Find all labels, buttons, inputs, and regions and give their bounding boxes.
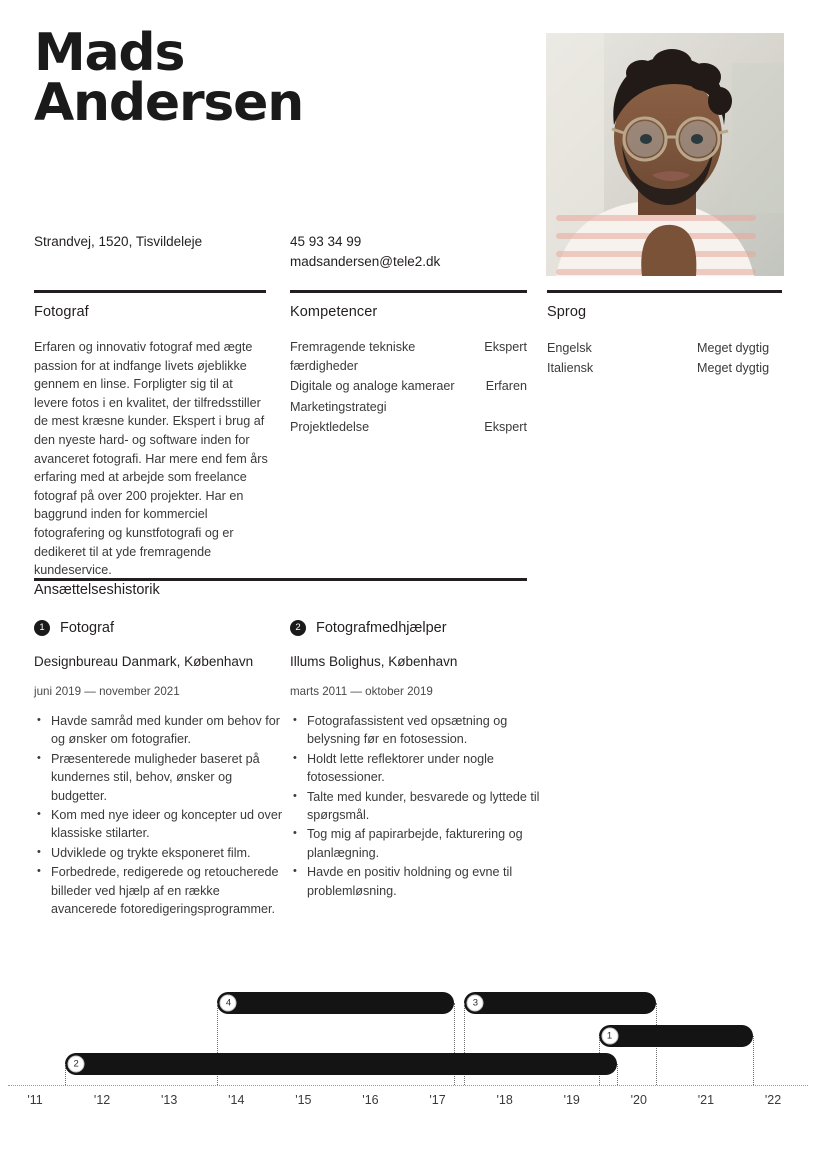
timeline-leader-line xyxy=(617,1064,618,1085)
timeline-bar-badge: 1 xyxy=(601,1028,618,1045)
skill-name: Digitale og analoge kameraer xyxy=(290,379,455,394)
job-role: Fotograf xyxy=(60,620,114,636)
job-header xyxy=(34,620,284,636)
timeline-tick-label: '11 xyxy=(27,1093,43,1107)
job-organization: Designbureau Danmark, København xyxy=(34,654,254,669)
profile-section xyxy=(34,304,270,580)
skill-level: Ekspert xyxy=(484,340,527,354)
skill-name: Marketingstrategi xyxy=(290,399,387,414)
job-bullets xyxy=(290,712,540,900)
profile-heading: Fotograf xyxy=(34,304,89,320)
divider-column-1 xyxy=(34,290,266,293)
skill-name: Projektledelse xyxy=(290,420,370,435)
header xyxy=(34,23,782,278)
job-dates: juni 2019 — november 2021 xyxy=(34,685,180,698)
timeline-bar-badge: 3 xyxy=(467,995,484,1012)
job-bullet: • Præsenterede muligheder baseret på kundernes stil, behov, ønsker og budgetter. xyxy=(34,750,284,805)
timeline-tick-label: '21 xyxy=(697,1093,715,1107)
employment-heading: Ansættelseshistorik xyxy=(34,582,160,598)
job-bullet: • Talte med kunder, besvarede og lyttede til spørgsmål. xyxy=(290,788,540,825)
timeline-axis xyxy=(8,1085,808,1086)
divider-column-3 xyxy=(547,290,782,293)
email-address: madsandersen@tele2.dk xyxy=(290,254,441,269)
language-level: Meget dygtig xyxy=(697,361,770,375)
phone-number: 45 93 34 99 xyxy=(290,234,362,249)
timeline-tick-label: '15 xyxy=(295,1093,312,1107)
job-bullet: • Holdt lette reflektorer under nogle fotosessioner. xyxy=(290,750,540,787)
skill-row xyxy=(290,377,527,396)
timeline-leader-line xyxy=(753,1036,754,1085)
avatar xyxy=(546,33,784,276)
timeline-bar xyxy=(599,1025,753,1047)
job-bullet: • Havde en positiv holdning og evne til problemløsning. xyxy=(290,863,540,900)
skill-name: Fremragende tekniske færdigheder xyxy=(290,340,416,373)
employment-section xyxy=(34,582,782,1000)
job-entry xyxy=(290,620,540,901)
skill-row xyxy=(290,418,527,437)
skill-level: Ekspert xyxy=(484,420,527,435)
address: Strandvej, 1520, Tisvildeleje xyxy=(34,234,203,249)
job-bullet: • Forbedrede, redigerede og retoucherede billeder ved hjælp af en række avancerede fotoredigeringsprogrammer. xyxy=(34,863,284,918)
contact-phone-email xyxy=(290,232,540,272)
timeline-leader-line xyxy=(65,1064,66,1085)
skills-heading: Kompetencer xyxy=(290,304,378,320)
job-bullet: • Fotografassistent ved opsætning og belysning før en fotosession. xyxy=(290,712,540,749)
job-number-badge: 1 xyxy=(34,620,50,636)
languages-heading: Sprog xyxy=(547,304,587,320)
timeline-tick-label: '18 xyxy=(496,1093,513,1107)
languages-section xyxy=(547,304,782,378)
job-entry xyxy=(34,620,284,919)
language-row xyxy=(547,358,782,378)
timeline-tick-label: '14 xyxy=(228,1093,245,1107)
last-name: Andersen xyxy=(34,73,304,133)
timeline-bar-badge: 2 xyxy=(68,1056,85,1073)
divider-column-2 xyxy=(290,290,527,293)
profile-text: Erfaren og innovativ fotograf med ægte passion for at indfange livets øjeblikke gennem en linse. Forpligter sig til at levere fotos i en kvalitet, der tilfredsstiller de mest kræsne kunder. Ekspert i brug af den nyeste hard- og software inden for avanceret fotografi. Har mere end fem års erfaring med at arbejde som freelance fotograf på over 200 projekter. Har en baggrund inden for kommerciel fotografering og kunstfotografi og er dedikeret til at yde fremragende kundeservice. xyxy=(34,340,268,578)
job-list xyxy=(34,620,782,1000)
job-dates: marts 2011 — oktober 2019 xyxy=(290,685,433,698)
page-title xyxy=(34,23,454,133)
timeline-bar xyxy=(65,1053,617,1075)
job-role: Fotografmedhjælper xyxy=(316,620,447,636)
job-bullets xyxy=(34,712,284,918)
timeline-bar xyxy=(217,992,454,1014)
job-bullet: • Kom med nye ideer og koncepter ud over klassiske stilarter. xyxy=(34,806,284,843)
timeline-tick-label: '16 xyxy=(362,1093,379,1107)
employment-timeline xyxy=(0,975,816,1153)
job-bullet: • Havde samråd med kunder om behov for og ønsker om fotografier. xyxy=(34,712,284,749)
language-name: Italiensk xyxy=(547,361,594,375)
language-row xyxy=(547,338,782,358)
job-header xyxy=(290,620,540,636)
divider-employment xyxy=(34,578,527,581)
skill-row xyxy=(290,338,527,375)
timeline-tick-label: '19 xyxy=(563,1093,580,1107)
skills-section xyxy=(290,304,527,439)
skill-level: Erfaren xyxy=(485,379,527,394)
timeline-canvas xyxy=(0,975,816,1153)
timeline-bar xyxy=(464,992,655,1014)
job-organization: Illums Bolighus, København xyxy=(290,654,458,669)
job-number-badge: 2 xyxy=(290,620,306,636)
job-bullet: • Tog mig af papirarbejde, fakturering og planlægning. xyxy=(290,825,540,862)
language-name: Engelsk xyxy=(547,341,592,355)
first-name: Mads xyxy=(34,23,185,83)
language-level: Meget dygtig xyxy=(697,341,770,355)
job-bullet: • Udviklede og trykte eksponeret film. xyxy=(34,844,284,862)
timeline-bar-badge: 4 xyxy=(220,995,237,1012)
timeline-tick-label: '17 xyxy=(429,1093,446,1107)
timeline-tick-label: '20 xyxy=(630,1093,647,1107)
timeline-tick-label: '22 xyxy=(764,1093,782,1107)
skill-row xyxy=(290,398,527,417)
timeline-tick-label: '12 xyxy=(93,1093,111,1107)
portrait-photo-icon xyxy=(546,33,784,276)
timeline-tick-label: '13 xyxy=(161,1093,178,1107)
